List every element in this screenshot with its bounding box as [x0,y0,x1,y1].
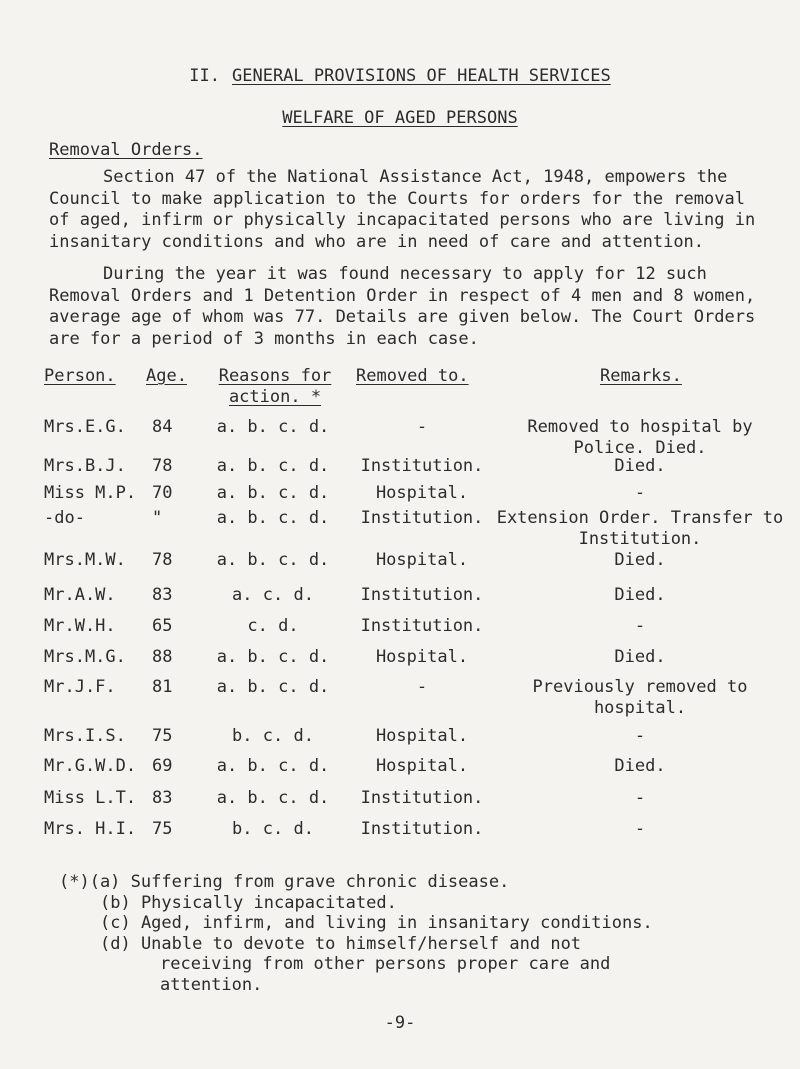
cell-reasons: a. b. c. d. [216,417,330,437]
cell-remarks: - [634,726,646,746]
paragraph-1: Section 47 of the National Assistance Act, 1948, empowers the Council to make application to the Courts for orders for the removal of aged, infirm or physically incapacitated persons who are living in insanitary conditions and who are in need of care and attention. [49,167,756,252]
cell-person: Mrs.B.J. [44,456,126,476]
cell-remarks: Removed to hospital by Police. Died. [527,417,753,458]
cell-removed: Institution. [360,508,484,528]
footnote-d-end: attention. [160,974,263,995]
cell-removed: Institution. [360,456,484,476]
header-removed: Removed to. [356,366,469,386]
cell-remarks: Died. [614,550,666,570]
subheading-removal-orders: Removal Orders. [49,140,203,160]
cell-person: -do- [44,508,85,528]
cell-reasons: a. b. c. d. [216,677,330,697]
table-row [0,508,800,552]
cell-remarks: Extension Order. Transfer to Institution. [496,508,784,549]
cell-age: 84 [152,417,173,437]
cell-removed: Hospital. [375,550,469,570]
subtitle: WELFARE OF AGED PERSONS [282,108,518,128]
cell-reasons: a. c. d. [232,585,314,605]
header-remarks: Remarks. [600,366,682,386]
cell-remarks: Previously removed to hospital. [532,677,748,718]
cell-person: Miss M.P. [44,483,137,503]
cell-remarks: - [634,483,646,503]
cell-reasons: b. c. d. [232,819,314,839]
cell-age: 70 [152,483,173,503]
cell-remarks: Died. [614,585,666,605]
cell-person: Mrs. H.I. [44,819,137,839]
cell-removed: Hospital. [375,756,469,776]
cell-person: Mrs.M.W. [44,550,126,570]
cell-reasons: a. b. c. d. [216,756,330,776]
cell-age: 88 [152,647,173,667]
cell-reasons: a. b. c. d. [216,550,330,570]
footnote-a: (*)(a) Suffering from grave chronic disease. [59,872,510,892]
header-age: Age. [146,366,187,386]
cell-person: Mrs.I.S. [44,726,126,746]
cell-reasons: a. b. c. d. [216,788,330,808]
cell-reasons: a. b. c. d. [216,508,330,528]
cell-person: Mrs.M.G. [44,647,126,667]
header-reasons: Reasons for action. * [218,366,332,407]
cell-age: 81 [152,677,173,697]
cell-person: Mr.G.W.D. [44,756,137,776]
cell-person: Mrs.E.G. [44,417,126,437]
section-heading [0,66,800,86]
cell-age: 75 [152,819,173,839]
cell-reasons: c. d. [247,616,299,636]
page-number: -9- [384,1013,416,1033]
cell-age: 69 [152,756,173,776]
cell-reasons: a. b. c. d. [216,647,330,667]
cell-remarks: Died. [614,647,666,667]
cell-reasons: a. b. c. d. [216,456,330,476]
cell-person: Mr.W.H. [44,616,116,636]
footnote-d: (d) Unable to devote to himself/herself and not [100,933,582,954]
cell-age: 83 [152,585,173,605]
table-row [0,819,800,863]
cell-remarks: Died. [614,456,666,476]
cell-removed: Institution. [360,788,484,808]
header-person: Person. [44,366,116,386]
cell-remarks: Died. [614,756,666,776]
footnote-d-cont: receiving from other persons proper care and [160,954,611,974]
footnote-b: (b) Physically incapacitated. [100,892,397,913]
cell-reasons: a. b. c. d. [216,483,330,503]
cell-removed: Institution. [360,819,484,839]
section-number: II. [189,66,220,86]
paragraph-2: During the year it was found necessary to apply for 12 such Removal Orders and 1 Detention Order in respect of 4 men and 8 women, average age of whom was 77. Details are given below. The Court Orders are for a period of 3 months in each case. [49,264,756,349]
footnote-c: (c) Aged, infirm, and living in insanitary conditions. [100,913,653,933]
cell-person: Miss L.T. [44,788,137,808]
cell-person: Mr.J.F. [44,677,116,697]
cell-age: 78 [152,550,173,570]
cell-remarks: - [634,788,646,808]
table-row [0,417,800,461]
cell-removed: Institution. [360,585,484,605]
cell-removed: Hospital. [375,647,469,667]
section-title: GENERAL PROVISIONS OF HEALTH SERVICES [232,66,611,86]
cell-removed: - [416,417,428,437]
cell-removed: Hospital. [375,483,469,503]
footnotes [59,872,653,995]
cell-age: 65 [152,616,173,636]
cell-remarks: - [634,616,646,636]
cell-age: 75 [152,726,173,746]
table-row [0,677,800,721]
cell-removed: - [416,677,428,697]
cell-reasons: b. c. d. [232,726,314,746]
cell-age: " [152,508,163,528]
cell-age: 83 [152,788,173,808]
cell-person: Mr.A.W. [44,585,116,605]
cell-age: 78 [152,456,173,476]
cell-removed: Institution. [360,616,484,636]
cell-remarks: - [634,819,646,839]
cell-removed: Hospital. [375,726,469,746]
